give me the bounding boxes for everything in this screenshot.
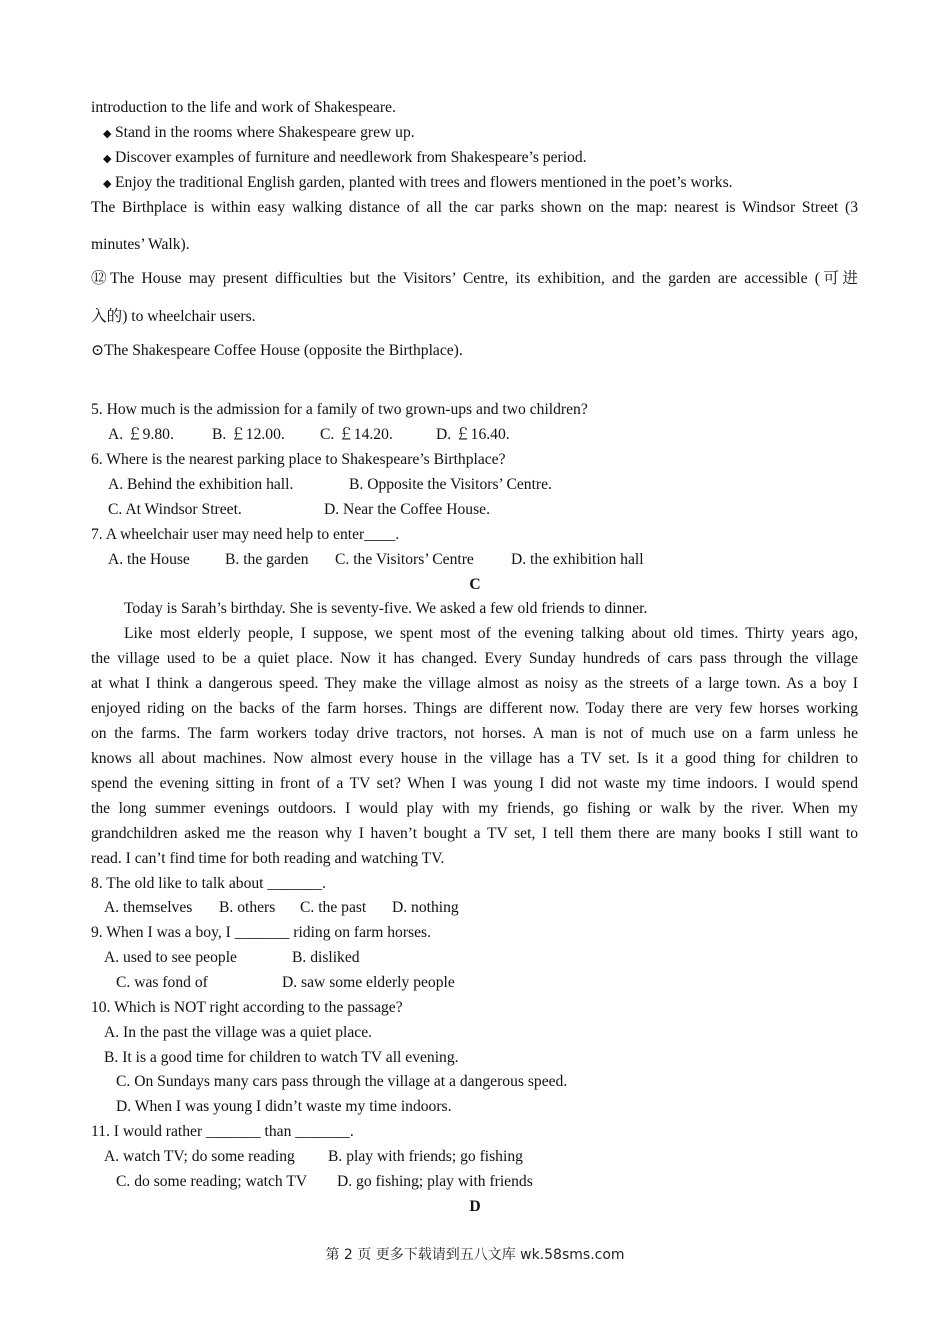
access-line: 入的) to wheelchair users. (91, 308, 256, 325)
options-row (104, 898, 459, 918)
intro-tail: introduction to the life and work of Shakespeare. (91, 99, 396, 116)
option: A. In the past the village was a quiet place. (104, 1024, 373, 1041)
option: B. It is a good time for children to watch TV all evening. (104, 1049, 459, 1066)
access-line: ⑫The House may present difficulties but the Visitors’ Centre, its exhibition, and the garden are accessible (可进 (91, 270, 858, 287)
diamond-bullet-icon: ◆ (103, 178, 112, 190)
paragraph-line: the long summer evenings outdoors. I would play with my friends, go fishing or walk by the river. When my (91, 800, 858, 817)
paragraph-line: the village used to be a quiet place. Now it has changed. Every Sunday hundreds of cars pass through the village (91, 650, 858, 667)
parking-line: The Birthplace is within easy walking distance of all the car parks shown on the map: nearest is Windsor Street (3 (91, 199, 858, 216)
paragraph-line: spend the evening sitting in front of a TV set? When I was young I did not waste my time indoors. I would spend (91, 775, 858, 792)
paragraph-line: knows all about machines. Now almost every house in the village has a TV set. Is it a good thing for children to (91, 750, 858, 767)
parking-line: minutes’ Walk). (91, 236, 190, 253)
option: A. used to see people (104, 949, 237, 966)
option: C. On Sundays many cars pass through the village at a dangerous speed. (116, 1073, 568, 1090)
question-stem: 11. I would rather _______ than _______. (91, 1123, 354, 1140)
question-stem: 8. The old like to talk about _______. (91, 875, 326, 892)
option: D. Near the Coffee House. (324, 501, 490, 518)
paragraph-line: on the farms. The farm workers today drive tractors, not horses. A man is not of much use on a farm unless he (91, 725, 858, 742)
coffee-icon: ⊙ (91, 342, 105, 359)
option: B. others (219, 899, 276, 916)
option: A. ￡9.80. (108, 426, 174, 443)
paragraph-line: at what I think a dangerous speed. They make the village almost as noisy as the streets of a large town. As a boy I (91, 675, 858, 692)
question-stem: 6. Where is the nearest parking place to Shakespeare’s Birthplace? (91, 451, 506, 468)
options-row (108, 500, 490, 520)
coffee-line: ⊙The Shakespeare Coffee House (opposite the Birthplace). (91, 342, 463, 359)
option: B. disliked (292, 949, 360, 966)
option: D. nothing (392, 899, 459, 916)
option: A. the House (108, 551, 190, 568)
options-row (108, 425, 510, 445)
option: A. Behind the exhibition hall. (108, 476, 294, 493)
wheelchair-icon: ⑫ (91, 270, 110, 287)
option: B. play with friends; go fishing (328, 1148, 523, 1165)
options-row (116, 973, 455, 993)
option: D. saw some elderly people (282, 974, 455, 991)
options-row (116, 1172, 533, 1192)
option: C. was fond of (116, 974, 208, 991)
section-heading: D (469, 1198, 481, 1215)
option: C. the Visitors’ Centre (335, 551, 474, 568)
paragraph-line: enjoyed riding on the backs of the farm horses. Things are different now. Today there are very few horses working (91, 700, 858, 717)
option: B. the garden (225, 551, 309, 568)
option: C. ￡14.20. (320, 426, 393, 443)
paragraph-line: read. I can’t find time for both reading and watching TV. (91, 850, 445, 867)
option: D. the exhibition hall (511, 551, 644, 568)
paragraph-line: Today is Sarah’s birthday. She is seventy-five. We asked a few old friends to dinner. (124, 600, 648, 617)
option: D. When I was young I didn’t waste my time indoors. (116, 1098, 452, 1115)
bullet-item: ◆ Discover examples of furniture and needlework from Shakespeare’s period. (103, 148, 587, 169)
diamond-bullet-icon: ◆ (103, 128, 112, 140)
option: C. do some reading; watch TV (116, 1173, 308, 1190)
paragraph-line: grandchildren asked me the reason why I haven’t bought a TV set, I tell them there are many books I still want to (91, 825, 858, 842)
option: A. themselves (104, 899, 193, 916)
options-row (104, 948, 360, 968)
section-heading: C (469, 576, 481, 593)
question-stem: 7. A wheelchair user may need help to enter____. (91, 526, 400, 543)
option: B. ￡12.00. (212, 426, 285, 443)
paragraph-line: Like most elderly people, I suppose, we spent most of the evening talking about old times. Thirty years ago, (124, 625, 858, 642)
bullet-item: ◆ Enjoy the traditional English garden, planted with trees and flowers mentioned in the poet’s works. (103, 173, 733, 194)
option: D. go fishing; play with friends (337, 1173, 533, 1190)
question-stem: 10. Which is NOT right according to the passage? (91, 999, 403, 1016)
page-footer: 第 2 页 更多下载请到五八文库 wk.58sms.com (325, 1247, 625, 1263)
options-row (104, 1147, 523, 1167)
options-row (108, 550, 644, 570)
option: C. At Windsor Street. (108, 501, 242, 518)
bullet-item: ◆ Stand in the rooms where Shakespeare grew up. (103, 123, 415, 144)
question-stem: 5. How much is the admission for a family of two grown-ups and two children? (91, 401, 588, 418)
diamond-bullet-icon: ◆ (103, 153, 112, 165)
option: A. watch TV; do some reading (104, 1148, 295, 1165)
question-stem: 9. When I was a boy, I _______ riding on farm horses. (91, 924, 431, 941)
option: C. the past (300, 899, 367, 916)
option: D. ￡16.40. (436, 426, 510, 443)
options-row (108, 475, 552, 495)
option: B. Opposite the Visitors’ Centre. (349, 476, 552, 493)
